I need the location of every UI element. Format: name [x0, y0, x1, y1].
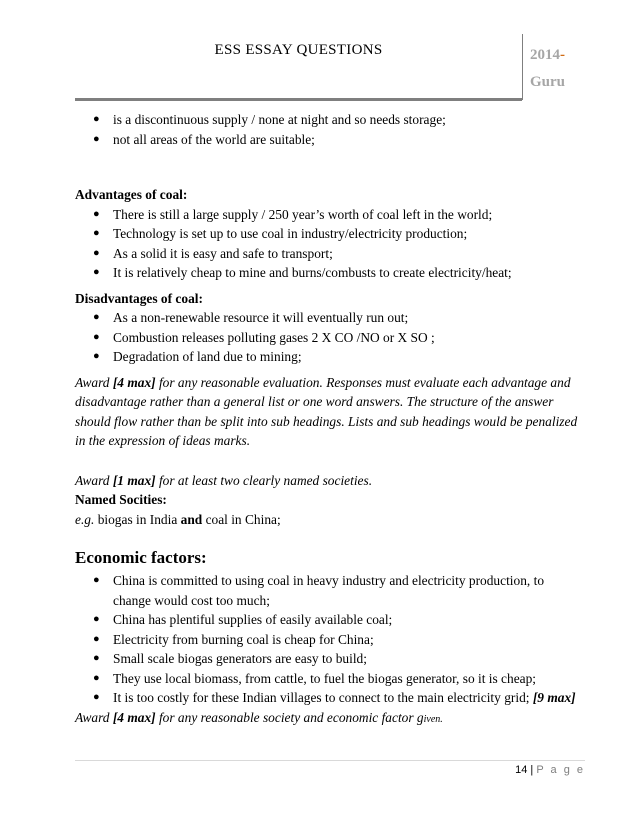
bullet-icon: ● [93, 227, 100, 239]
intro-list [75, 110, 585, 149]
bullet-icon: ● [93, 613, 100, 625]
named-societies-text: e.g. biogas in India and coal in China; [75, 511, 281, 527]
list-item: ● not all areas of the world are suitable; [75, 130, 585, 150]
list-item: ● Degradation of land due to mining; [75, 347, 585, 367]
bullet-icon: ● [93, 207, 100, 220]
document-title: ESS ESSAY QUESTIONS [214, 42, 383, 58]
bullet-icon: ● [93, 671, 100, 684]
list-item: ● As a non-renewable resource it will eventually run out; [75, 308, 585, 328]
bullet-icon: ● [93, 652, 100, 664]
bullet-icon: ● [93, 691, 100, 703]
named-societies-heading: Named Socities: [75, 492, 167, 507]
list-item: ● As a solid it is easy and safe to transport; [75, 244, 585, 264]
disadvantages-list [75, 308, 585, 367]
header-author: Guru [530, 74, 566, 90]
page-label: P a g e [536, 764, 585, 776]
header-year-block [530, 42, 600, 96]
economic-factors-heading: Economic factors: [75, 548, 207, 567]
page-number: 14 [515, 764, 528, 776]
list-item: ● Small scale biogas generators are easy to build; [75, 649, 585, 669]
bullet-icon: ● [93, 132, 100, 145]
list-item: ● China is committed to using coal in heavy industry and electricity production, to change would cost too much; [93, 573, 545, 608]
economic-list [75, 571, 585, 708]
bullet-icon: ● [93, 311, 100, 323]
header-dash: - [560, 47, 565, 63]
document-body [75, 110, 585, 729]
list-item: ● China has plentiful supplies of easily available coal; [75, 610, 585, 630]
bullet-icon: ● [93, 574, 100, 586]
bullet-icon: ● [93, 246, 100, 259]
bullet-icon: ● [93, 266, 100, 278]
header-year: 2014 [530, 47, 560, 63]
list-item: ● They use local biomass, from cattle, to fuel the biogas generator, so it is cheap; [75, 669, 585, 689]
header-divider-vertical [522, 34, 523, 100]
page-header [75, 34, 585, 100]
header-divider-horizontal [75, 98, 522, 101]
award-economic-paragraph: Award [4 max] for any reasonable society and economic factor given. [75, 709, 443, 725]
list-item: ● It is too costly for these Indian villages to connect to the main electricity grid; [9 max] [75, 688, 585, 708]
bullet-icon: ● [93, 113, 100, 125]
advantages-list [75, 205, 585, 283]
list-item: ● is a discontinuous supply / none at night and so needs storage; [75, 110, 585, 130]
list-item: ● There is still a large supply / 250 year’s worth of coal left in the world; [75, 205, 585, 225]
disadvantages-heading: Disadvantages of coal: [75, 290, 203, 306]
list-item: ● It is relatively cheap to mine and burns/combusts to create electricity/heat; [75, 263, 585, 283]
bullet-icon: ● [93, 632, 100, 645]
page-footer [75, 764, 585, 776]
advantages-heading: Advantages of coal: [75, 187, 188, 202]
footer-divider [75, 760, 585, 761]
footer-separator: | [527, 764, 537, 776]
award-societies-paragraph: Award [1 max] for at least two clearly named societies. [75, 472, 373, 488]
list-item: ● Electricity from burning coal is cheap for China; [75, 630, 585, 650]
list-item: ● Combustion releases polluting gases 2 X CO /NO or X SO ; [75, 328, 585, 348]
bullet-icon: ● [93, 350, 100, 362]
award-evaluation-paragraph: Award [4 max] for any reasonable evaluation. Responses must evaluate each advantage and disadvantage rather than a general list or one word answers. The structure of the answer should flow rather than be split into sub headings. Lists and sub headings would be penalized in the expression of ideas marks. [75, 374, 578, 448]
list-item: ● Technology is set up to use coal in industry/electricity production; [75, 224, 585, 244]
bullet-icon: ● [93, 330, 100, 343]
